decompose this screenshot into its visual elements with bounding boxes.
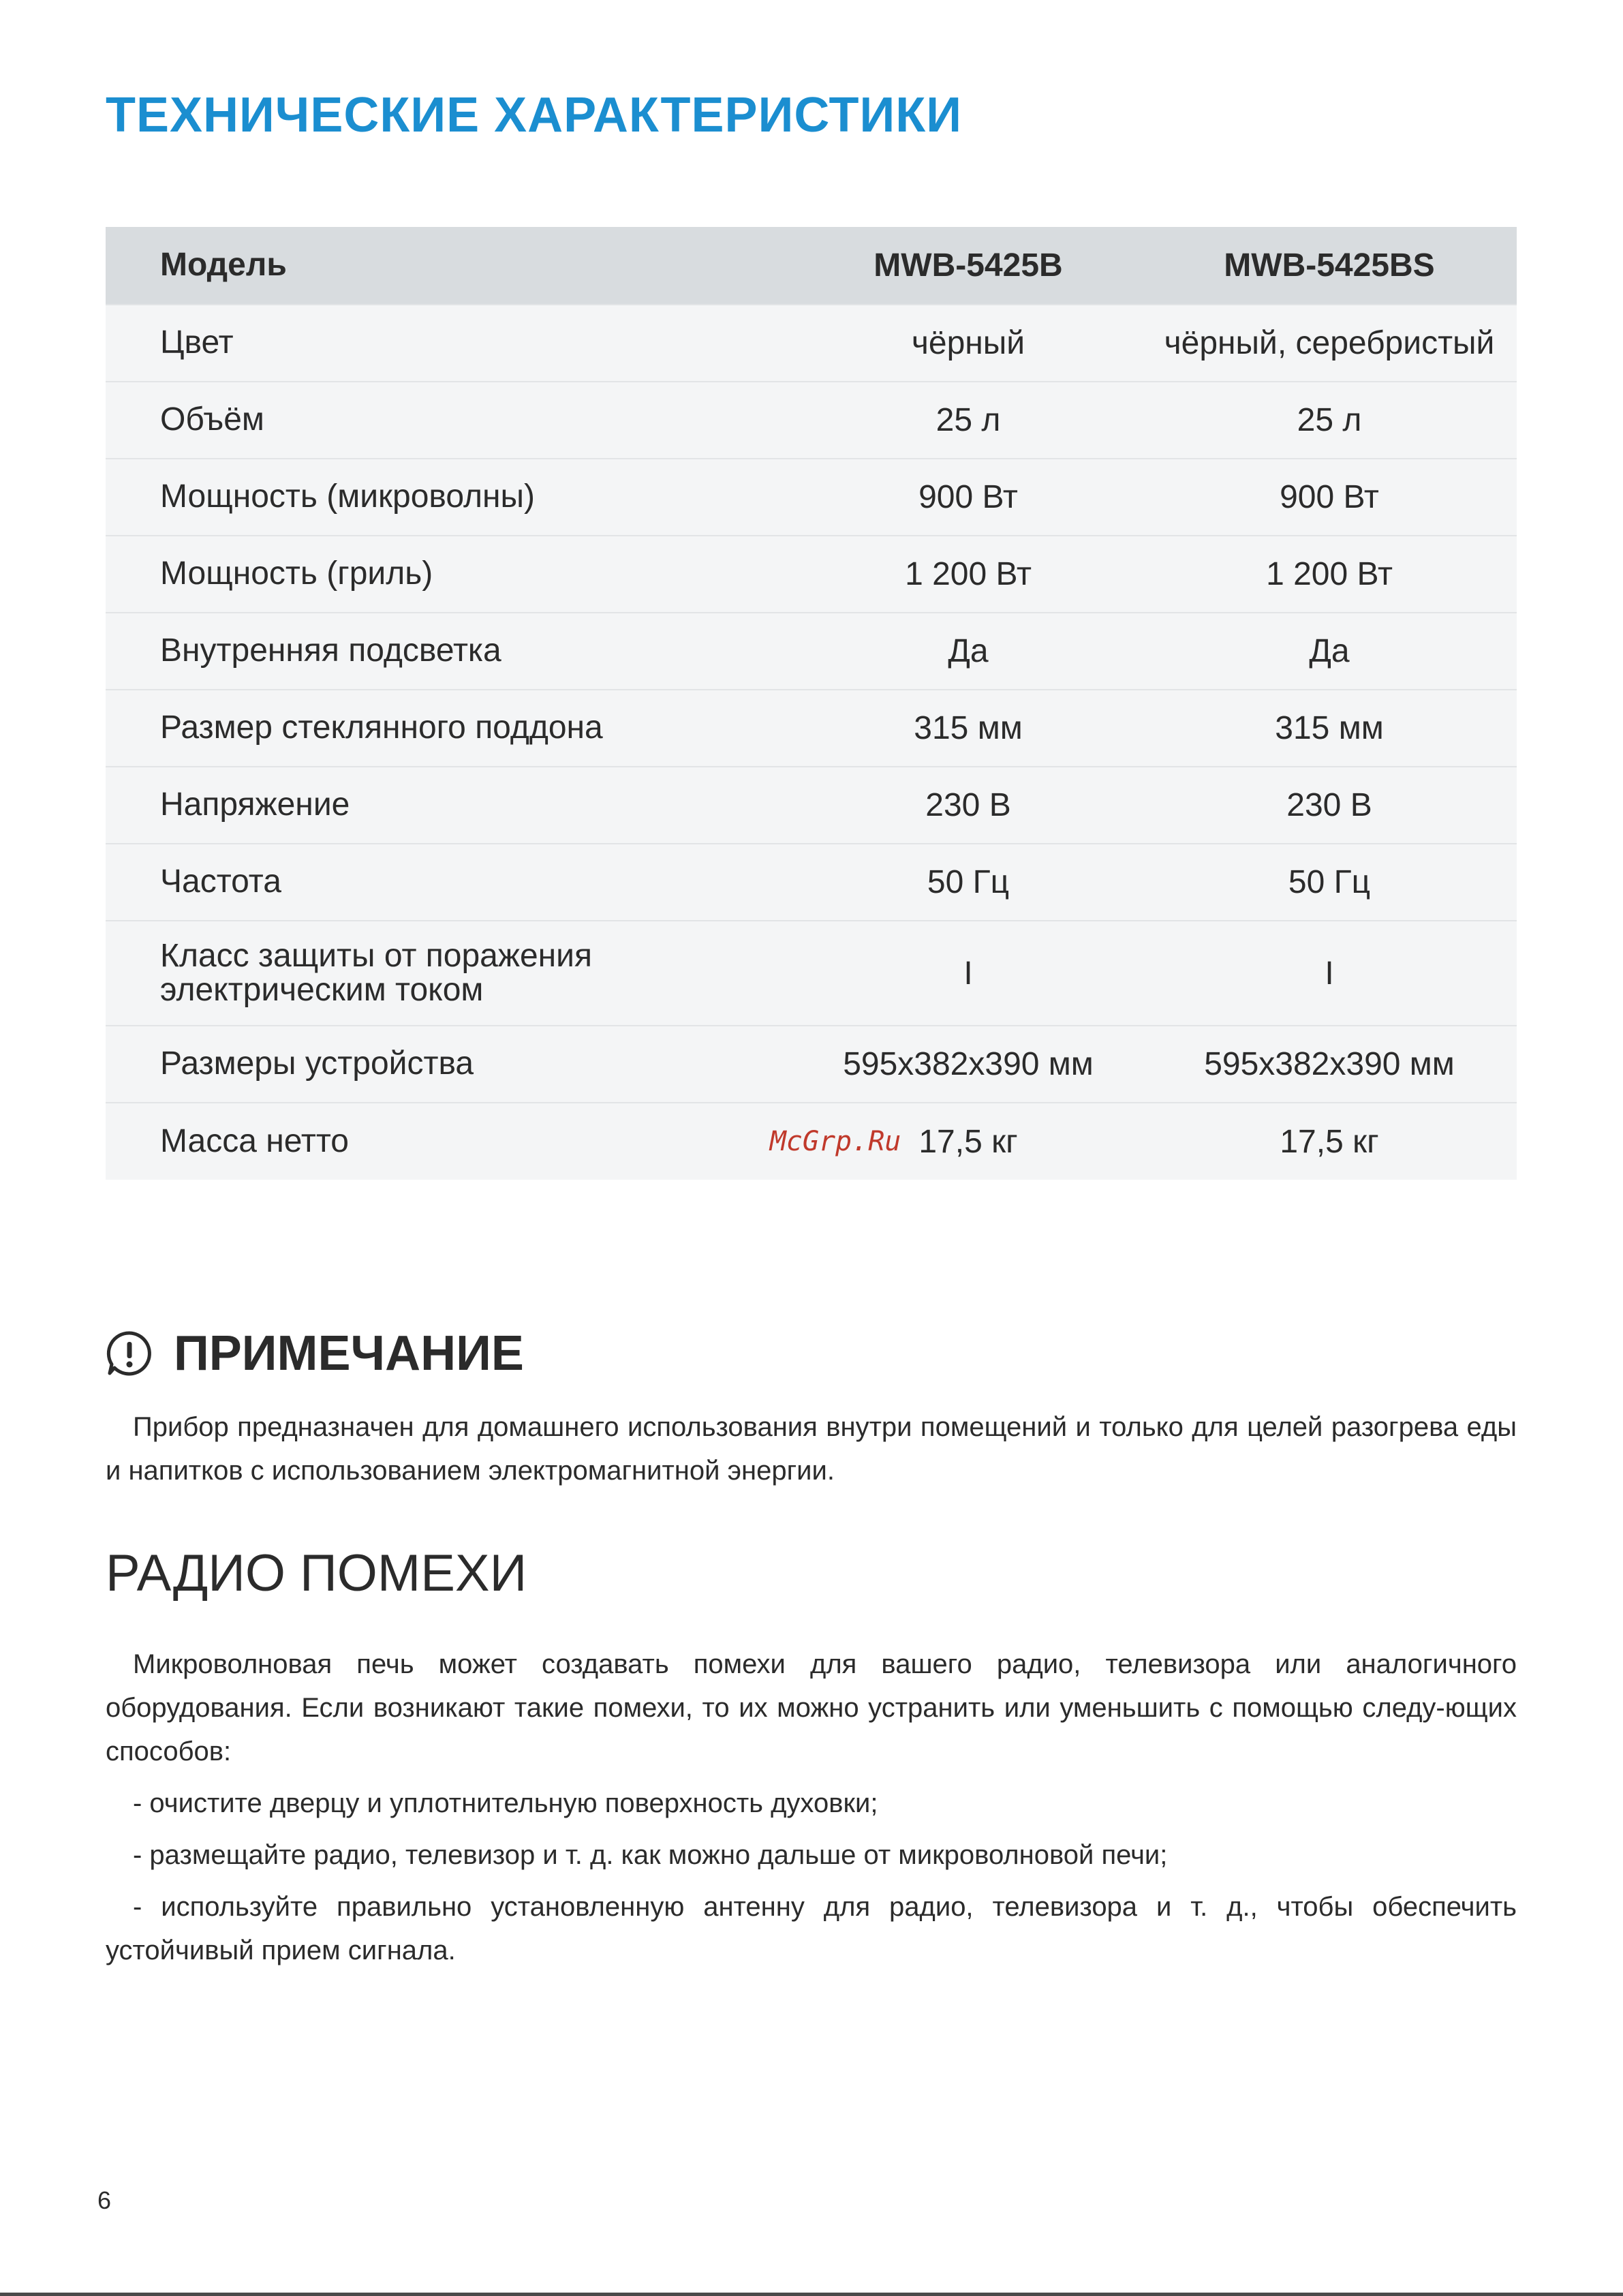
row-value-b: 230 В xyxy=(925,787,1011,823)
row-label: Внутренняя подсветка xyxy=(160,632,501,669)
row-value-b: чёрный xyxy=(911,325,1025,361)
row-label: Цвет xyxy=(160,324,234,361)
note-paragraph: Прибор предназначен для домашнего использования внутри помещений и только для целей разогрева еды и напитков с использованием электромагнитной энергии. xyxy=(106,1412,1517,1486)
row-value-bs: 1 200 Вт xyxy=(1266,556,1393,592)
bottom-rule xyxy=(0,2293,1623,2296)
row-value-b: I xyxy=(963,955,973,992)
row-value-bs: Да xyxy=(1309,633,1350,669)
row-value-b: Да xyxy=(948,633,989,669)
note-text xyxy=(106,1405,1517,1493)
spec-table xyxy=(106,227,1517,1180)
table-row xyxy=(106,536,1517,613)
row-value-b: 50 Гц xyxy=(927,864,1010,900)
row-value-bs: 900 Вт xyxy=(1280,479,1379,515)
table-row xyxy=(106,1026,1517,1103)
row-value-bs: 595x382x390 мм xyxy=(1204,1046,1455,1082)
note-title: ПРИМЕЧАНИЕ xyxy=(174,1326,524,1381)
watermark-link[interactable]: McGrp.Ru xyxy=(769,1126,901,1157)
radio-list-item: - размещайте радио, телевизор и т. д. как можно дальше от микроволновой печи; xyxy=(133,1840,1168,1870)
page-number: 6 xyxy=(97,2186,112,2214)
row-value-bs: 315 мм xyxy=(1275,710,1384,746)
row-label: Размер стеклянного поддона xyxy=(160,709,603,746)
exclamation-speech-icon xyxy=(106,1330,153,1377)
note-heading xyxy=(106,1326,524,1381)
row-value-b: 900 Вт xyxy=(918,479,1018,515)
radio-title: РАДИО ПОМЕХИ xyxy=(106,1544,527,1602)
row-value-bs: чёрный, серебристый xyxy=(1164,325,1495,361)
radio-list-item: - используйте правильно установленную антенну для радио, телевизора и т. д., чтобы обеспечить устойчивый прием сигнала. xyxy=(106,1892,1517,1965)
table-row xyxy=(106,690,1517,767)
radio-list-item: - очистите дверцу и уплотнительную поверхность духовки; xyxy=(133,1788,878,1818)
row-label: Мощность (гриль) xyxy=(160,555,433,592)
table-row xyxy=(106,613,1517,690)
table-row xyxy=(106,767,1517,844)
row-label: Напряжение xyxy=(160,786,350,823)
row-value-bs: 25 л xyxy=(1297,402,1362,438)
table-row xyxy=(106,459,1517,536)
row-value-bs: 17,5 кг xyxy=(1280,1123,1379,1160)
radio-text xyxy=(106,1642,1517,1980)
row-value-b: 17,5 кг xyxy=(918,1123,1018,1160)
row-value-b: 595x382x390 мм xyxy=(843,1046,1094,1082)
header-mwb-5425bs: MWB-5425BS xyxy=(1224,247,1435,284)
table-row xyxy=(106,844,1517,921)
row-value-b: 1 200 Вт xyxy=(905,556,1032,592)
row-label: Размеры устройства xyxy=(160,1045,474,1082)
page-title: ТЕХНИЧЕСКИЕ ХАРАКТЕРИСТИКИ xyxy=(106,88,962,142)
row-value-bs: 230 В xyxy=(1286,787,1372,823)
row-label: Объём xyxy=(160,401,264,438)
row-value-b: 315 мм xyxy=(914,710,1023,746)
row-label: Частота xyxy=(160,863,281,900)
radio-paragraph: Микроволновая печь может создавать помехи для вашего радио, телевизора или аналогичного оборудования. Если возникают такие помехи, то их можно устранить или уменьшить с помощью следу-ющих способов: xyxy=(106,1649,1517,1766)
row-label: Мощность (микроволны) xyxy=(160,478,536,515)
row-label: Масса нетто xyxy=(160,1122,349,1159)
header-mwb-5425b: MWB-5425B xyxy=(874,247,1063,284)
row-value-b-cell xyxy=(769,1103,1142,1180)
table-header-row xyxy=(106,227,1517,305)
row-label: Класс защиты от поражения электрическим током xyxy=(160,937,592,1008)
table-row xyxy=(106,921,1517,1026)
table-row xyxy=(106,305,1517,382)
weight-value-wrap xyxy=(769,1123,1018,1161)
header-model: Модель xyxy=(160,247,287,284)
row-value-bs: 50 Гц xyxy=(1288,864,1371,900)
table-row xyxy=(106,1103,1517,1180)
row-value-bs: I xyxy=(1325,955,1334,992)
row-value-b: 25 л xyxy=(936,402,1001,438)
table-row xyxy=(106,382,1517,459)
